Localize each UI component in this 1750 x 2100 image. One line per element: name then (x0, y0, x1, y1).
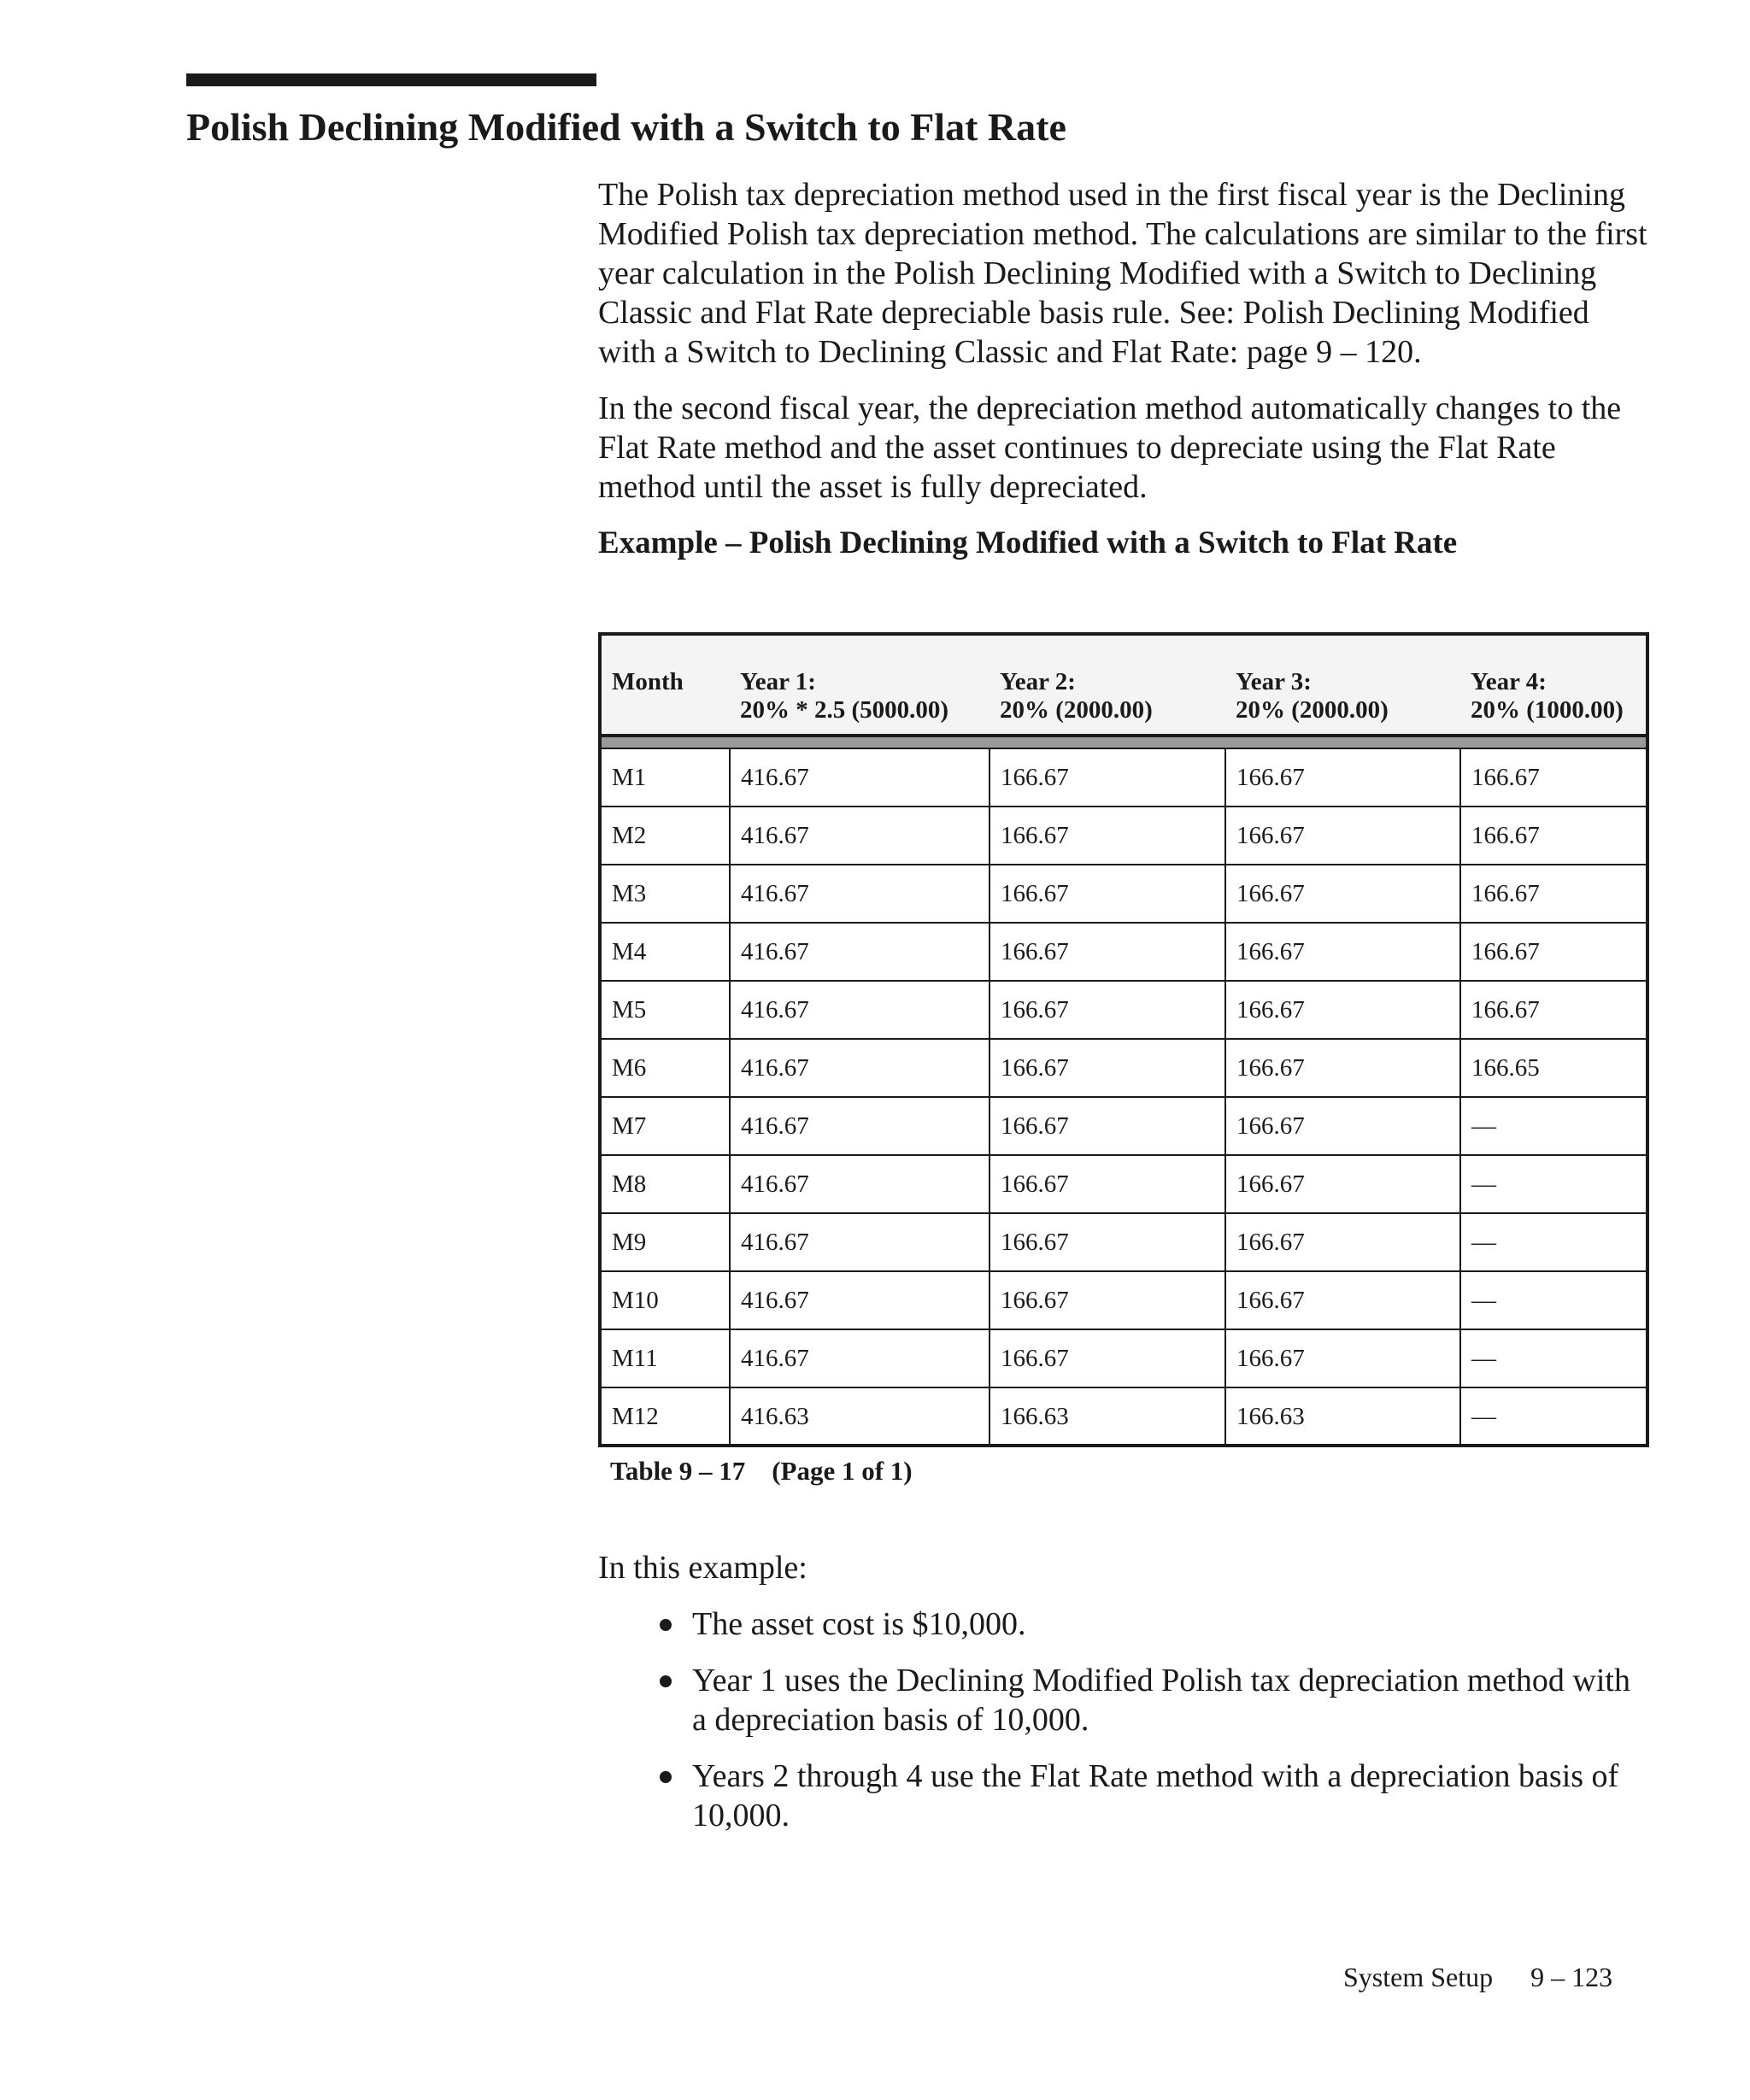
amount-cell: 166.67 (1460, 748, 1647, 807)
amount-cell: 416.67 (730, 748, 990, 807)
column-header-title: Year 4: (1471, 668, 1547, 695)
amount-cell: 416.67 (730, 1039, 990, 1097)
bullet-item (692, 1604, 1649, 1644)
amount-cell: –– (1460, 1387, 1647, 1446)
month-cell: M10 (600, 1271, 730, 1329)
amount-cell: 166.67 (1225, 1213, 1460, 1271)
table-row (600, 923, 1647, 981)
amount-cell: 416.63 (730, 1387, 990, 1446)
column-header (600, 634, 730, 736)
paragraph-1: The Polish tax depreciation method used in the first fiscal year is the Declining Modified Polish tax depreciation method. The calculations are similar to the first year calculation in the Polish Declining Modified with a Switch to Declining Classic and Flat Rate depreciable basis rule. See: Polish Declining Modified with a Switch to Declining Classic and Flat Rate: page 9 – 120. (598, 177, 1647, 370)
amount-cell: 166.67 (1460, 807, 1647, 865)
amount-cell: 416.67 (730, 981, 990, 1039)
table-row (600, 1097, 1647, 1155)
month-cell: M7 (600, 1097, 730, 1155)
amount-cell: 166.67 (1225, 1039, 1460, 1097)
bullet-item (692, 1757, 1649, 1835)
column-header-title: Month (612, 668, 684, 695)
bullet-icon (660, 1771, 672, 1783)
amount-cell: 166.67 (1225, 1097, 1460, 1155)
amount-cell: 166.67 (1460, 923, 1647, 981)
example-heading: Example – Polish Declining Modified with a Switch to Flat Rate (598, 525, 1458, 560)
column-header-detail: 20% * 2.5 (5000.00) (740, 696, 949, 724)
footer-section: System Setup (1343, 1962, 1494, 1992)
amount-cell: 166.63 (1225, 1387, 1460, 1446)
amount-cell: 166.67 (1225, 981, 1460, 1039)
depreciation-table-container (598, 632, 1646, 1487)
column-header-detail: 20% (2000.00) (1236, 696, 1389, 724)
column-header-detail: 20% (2000.00) (1000, 696, 1153, 724)
table-row (600, 865, 1647, 923)
amount-cell: 166.67 (990, 865, 1225, 923)
page-title: Polish Declining Modified with a Switch to Flat Rate (186, 105, 1066, 149)
month-cell: M9 (600, 1213, 730, 1271)
month-cell: M8 (600, 1155, 730, 1213)
month-cell: M5 (600, 981, 730, 1039)
table-row (600, 1213, 1647, 1271)
amount-cell: 166.67 (1225, 1271, 1460, 1329)
amount-cell: 166.63 (990, 1387, 1225, 1446)
table-row (600, 1039, 1647, 1097)
table-body (600, 748, 1647, 1446)
heading-rule (186, 73, 596, 86)
amount-cell: –– (1460, 1213, 1647, 1271)
table-row (600, 807, 1647, 865)
amount-cell: 416.67 (730, 1329, 990, 1387)
amount-cell: 416.67 (730, 807, 990, 865)
bullet-text: Years 2 through 4 use the Flat Rate method with a depreciation basis of 10,000. (692, 1758, 1619, 1833)
amount-cell: 166.67 (990, 1155, 1225, 1213)
amount-cell: 166.67 (990, 807, 1225, 865)
bullet-text: Year 1 uses the Declining Modified Polish tax depreciation method with a depreciation basis of 10,000. (692, 1663, 1630, 1738)
table-row (600, 1271, 1647, 1329)
column-header (730, 634, 990, 736)
table-caption: Table 9 – 17 (Page 1 of 1) (610, 1456, 913, 1486)
table-row (600, 1387, 1647, 1446)
amount-cell: –– (1460, 1329, 1647, 1387)
amount-cell: 166.67 (1225, 1329, 1460, 1387)
table-row (600, 1155, 1647, 1213)
header-separator (600, 736, 1647, 748)
column-header (1225, 634, 1460, 736)
amount-cell: –– (1460, 1155, 1647, 1213)
bullet-text: The asset cost is $10,000. (692, 1606, 1026, 1642)
amount-cell: 166.67 (990, 1329, 1225, 1387)
month-cell: M2 (600, 807, 730, 865)
amount-cell: 166.67 (990, 1271, 1225, 1329)
bullet-item (692, 1661, 1649, 1739)
amount-cell: 166.67 (1225, 748, 1460, 807)
amount-cell: –– (1460, 1271, 1647, 1329)
amount-cell: 166.67 (1225, 1155, 1460, 1213)
amount-cell: 166.67 (990, 1039, 1225, 1097)
example-notes (598, 1548, 1649, 1852)
amount-cell: 166.67 (990, 748, 1225, 807)
amount-cell: 416.67 (730, 1213, 990, 1271)
example-intro: In this example: (598, 1550, 807, 1586)
month-cell: M4 (600, 923, 730, 981)
bullet-icon (660, 1675, 672, 1687)
column-header-title: Year 3: (1236, 668, 1312, 695)
amount-cell: 166.65 (1460, 1039, 1647, 1097)
amount-cell: 416.67 (730, 1155, 990, 1213)
month-cell: M1 (600, 748, 730, 807)
month-cell: M3 (600, 865, 730, 923)
depreciation-table (598, 632, 1649, 1447)
amount-cell: 416.67 (730, 1097, 990, 1155)
paragraph-2: In the second fiscal year, the depreciation method automatically changes to the Flat Rate method and the asset continues to depreciate using the Flat Rate method until the asset is fully depreciated. (598, 390, 1622, 505)
table-row (600, 748, 1647, 807)
header-separator-cell (600, 736, 1647, 748)
page-footer (1343, 1962, 1612, 1993)
amount-cell: –– (1460, 1097, 1647, 1155)
table-row (600, 981, 1647, 1039)
column-header (990, 634, 1225, 736)
amount-cell: 166.67 (990, 1213, 1225, 1271)
month-cell: M6 (600, 1039, 730, 1097)
intro-section (598, 175, 1649, 563)
month-cell: M12 (600, 1387, 730, 1446)
amount-cell: 166.67 (990, 1097, 1225, 1155)
amount-cell: 416.67 (730, 1271, 990, 1329)
column-header (1460, 634, 1647, 736)
bullet-icon (660, 1619, 672, 1631)
amount-cell: 166.67 (1460, 981, 1647, 1039)
amount-cell: 166.67 (1225, 923, 1460, 981)
month-cell: M11 (600, 1329, 730, 1387)
table-header-row (600, 634, 1647, 736)
column-header-detail: 20% (1000.00) (1471, 696, 1624, 724)
amount-cell: 166.67 (990, 923, 1225, 981)
amount-cell: 416.67 (730, 923, 990, 981)
amount-cell: 166.67 (1225, 865, 1460, 923)
column-header-title: Year 2: (1000, 668, 1076, 695)
bullet-list (598, 1604, 1649, 1835)
column-header-title: Year 1: (740, 668, 816, 695)
amount-cell: 416.67 (730, 865, 990, 923)
footer-page-number: 9 – 123 (1530, 1962, 1613, 1992)
amount-cell: 166.67 (990, 981, 1225, 1039)
amount-cell: 166.67 (1460, 865, 1647, 923)
table-row (600, 1329, 1647, 1387)
amount-cell: 166.67 (1225, 807, 1460, 865)
